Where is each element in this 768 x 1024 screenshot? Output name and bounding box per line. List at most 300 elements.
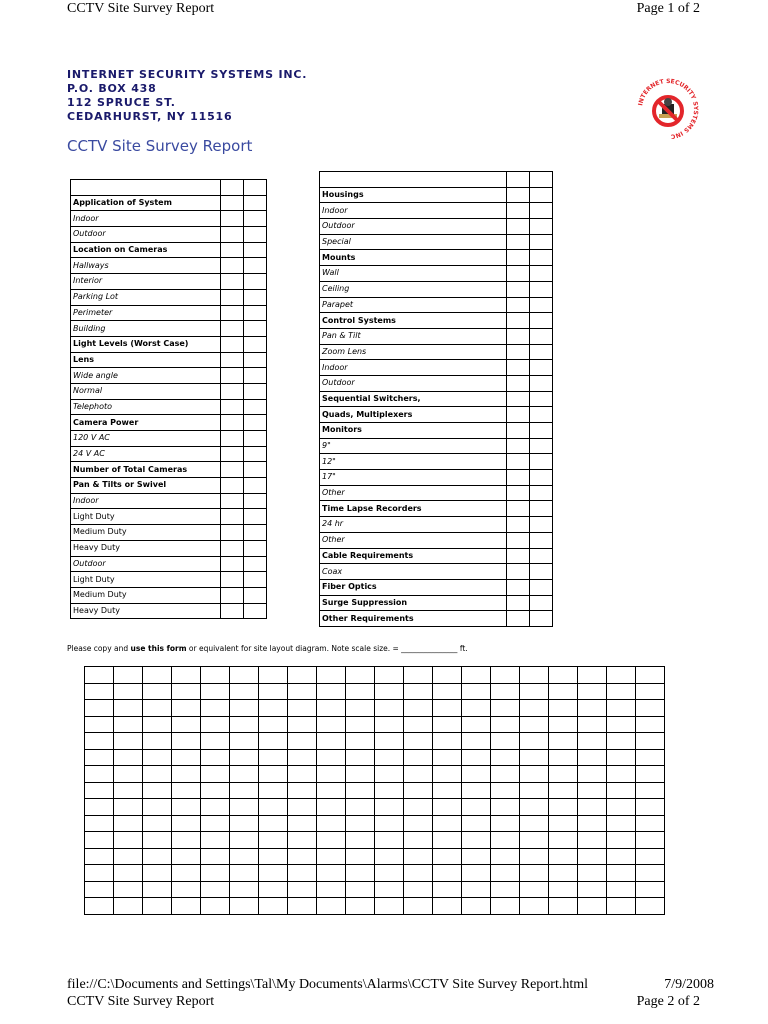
- grid-cell[interactable]: [520, 815, 549, 832]
- grid-cell[interactable]: [607, 848, 636, 865]
- grid-cell[interactable]: [549, 799, 578, 816]
- grid-cell[interactable]: [201, 683, 230, 700]
- grid-cell[interactable]: [85, 848, 114, 865]
- grid-cell[interactable]: [172, 766, 201, 783]
- grid-cell[interactable]: [578, 733, 607, 750]
- grid-cell[interactable]: [549, 865, 578, 882]
- grid-cell[interactable]: [549, 848, 578, 865]
- grid-cell[interactable]: [85, 667, 114, 684]
- grid-cell[interactable]: [433, 766, 462, 783]
- grid-cell[interactable]: [230, 716, 259, 733]
- grid-cell[interactable]: [114, 683, 143, 700]
- left-checklist-checkbox-cell[interactable]: [221, 446, 244, 462]
- grid-cell[interactable]: [404, 733, 433, 750]
- right-checklist-checkbox-cell[interactable]: [507, 313, 530, 329]
- right-checklist-checkbox-cell[interactable]: [530, 564, 553, 580]
- left-checklist-checkbox-cell[interactable]: [221, 587, 244, 603]
- grid-cell[interactable]: [201, 832, 230, 849]
- grid-cell[interactable]: [288, 683, 317, 700]
- grid-cell[interactable]: [375, 782, 404, 799]
- grid-cell[interactable]: [317, 766, 346, 783]
- left-checklist-checkbox-cell[interactable]: [244, 446, 267, 462]
- left-checklist-checkbox-cell[interactable]: [244, 603, 267, 619]
- grid-cell[interactable]: [433, 733, 462, 750]
- grid-cell[interactable]: [346, 749, 375, 766]
- grid-cell[interactable]: [433, 881, 462, 898]
- grid-cell[interactable]: [230, 700, 259, 717]
- left-checklist-checkbox-cell[interactable]: [244, 242, 267, 258]
- grid-cell[interactable]: [259, 782, 288, 799]
- grid-cell[interactable]: [317, 881, 346, 898]
- left-checklist-checkbox-cell[interactable]: [221, 258, 244, 274]
- grid-cell[interactable]: [607, 683, 636, 700]
- grid-cell[interactable]: [288, 667, 317, 684]
- grid-cell[interactable]: [201, 716, 230, 733]
- grid-cell[interactable]: [143, 683, 172, 700]
- right-checklist-checkbox-cell[interactable]: [530, 595, 553, 611]
- grid-cell[interactable]: [201, 667, 230, 684]
- grid-cell[interactable]: [549, 766, 578, 783]
- grid-cell[interactable]: [259, 667, 288, 684]
- grid-cell[interactable]: [404, 848, 433, 865]
- grid-cell[interactable]: [375, 832, 404, 849]
- left-checklist-checkbox-cell[interactable]: [244, 274, 267, 290]
- grid-cell[interactable]: [636, 898, 665, 915]
- right-checklist-checkbox-cell[interactable]: [507, 344, 530, 360]
- grid-cell[interactable]: [462, 700, 491, 717]
- right-checklist-checkbox-cell[interactable]: [530, 611, 553, 627]
- grid-cell[interactable]: [288, 782, 317, 799]
- right-checklist-checkbox-cell[interactable]: [530, 328, 553, 344]
- right-checklist-checkbox-cell[interactable]: [507, 266, 530, 282]
- grid-cell[interactable]: [259, 898, 288, 915]
- grid-cell[interactable]: [549, 782, 578, 799]
- grid-cell[interactable]: [143, 815, 172, 832]
- grid-cell[interactable]: [375, 716, 404, 733]
- grid-cell[interactable]: [549, 881, 578, 898]
- grid-cell[interactable]: [549, 832, 578, 849]
- right-checklist-checkbox-cell[interactable]: [530, 470, 553, 486]
- grid-cell[interactable]: [433, 865, 462, 882]
- grid-cell[interactable]: [230, 766, 259, 783]
- grid-cell[interactable]: [85, 881, 114, 898]
- grid-cell[interactable]: [578, 799, 607, 816]
- grid-cell[interactable]: [288, 700, 317, 717]
- grid-cell[interactable]: [578, 749, 607, 766]
- left-checklist-checkbox-cell[interactable]: [221, 274, 244, 290]
- left-checklist-checkbox-cell[interactable]: [244, 383, 267, 399]
- grid-cell[interactable]: [172, 865, 201, 882]
- grid-cell[interactable]: [636, 815, 665, 832]
- grid-cell[interactable]: [230, 733, 259, 750]
- grid-cell[interactable]: [462, 815, 491, 832]
- grid-cell[interactable]: [607, 749, 636, 766]
- grid-cell[interactable]: [288, 832, 317, 849]
- grid-cell[interactable]: [375, 700, 404, 717]
- grid-cell[interactable]: [143, 865, 172, 882]
- grid-cell[interactable]: [230, 815, 259, 832]
- left-checklist-checkbox-cell[interactable]: [221, 603, 244, 619]
- grid-cell[interactable]: [259, 749, 288, 766]
- grid-cell[interactable]: [230, 865, 259, 882]
- grid-cell[interactable]: [578, 667, 607, 684]
- grid-cell[interactable]: [230, 749, 259, 766]
- right-checklist-checkbox-cell[interactable]: [530, 203, 553, 219]
- grid-cell[interactable]: [462, 683, 491, 700]
- grid-cell[interactable]: [114, 782, 143, 799]
- left-checklist-checkbox-cell[interactable]: [244, 572, 267, 588]
- grid-cell[interactable]: [578, 683, 607, 700]
- left-checklist-checkbox-cell[interactable]: [244, 258, 267, 274]
- right-checklist-checkbox-cell[interactable]: [507, 234, 530, 250]
- grid-cell[interactable]: [491, 815, 520, 832]
- grid-cell[interactable]: [549, 815, 578, 832]
- grid-cell[interactable]: [520, 733, 549, 750]
- grid-cell[interactable]: [317, 865, 346, 882]
- right-checklist-checkbox-cell[interactable]: [530, 234, 553, 250]
- grid-cell[interactable]: [578, 881, 607, 898]
- right-checklist-checkbox-cell[interactable]: [530, 532, 553, 548]
- grid-cell[interactable]: [317, 832, 346, 849]
- grid-cell[interactable]: [259, 815, 288, 832]
- grid-cell[interactable]: [346, 667, 375, 684]
- grid-cell[interactable]: [491, 865, 520, 882]
- grid-cell[interactable]: [114, 716, 143, 733]
- grid-cell[interactable]: [404, 832, 433, 849]
- grid-cell[interactable]: [491, 898, 520, 915]
- grid-cell[interactable]: [404, 700, 433, 717]
- grid-cell[interactable]: [520, 749, 549, 766]
- grid-cell[interactable]: [317, 898, 346, 915]
- grid-cell[interactable]: [346, 782, 375, 799]
- grid-cell[interactable]: [201, 815, 230, 832]
- grid-cell[interactable]: [143, 667, 172, 684]
- grid-cell[interactable]: [230, 667, 259, 684]
- left-checklist-checkbox-cell[interactable]: [244, 478, 267, 494]
- grid-cell[interactable]: [462, 782, 491, 799]
- grid-cell[interactable]: [172, 832, 201, 849]
- right-checklist-checkbox-cell[interactable]: [530, 517, 553, 533]
- left-checklist-checkbox-cell[interactable]: [221, 368, 244, 384]
- grid-cell[interactable]: [636, 782, 665, 799]
- left-checklist-checkbox-cell[interactable]: [244, 211, 267, 227]
- left-checklist-checkbox-cell[interactable]: [221, 242, 244, 258]
- grid-cell[interactable]: [636, 766, 665, 783]
- grid-cell[interactable]: [143, 881, 172, 898]
- grid-cell[interactable]: [259, 700, 288, 717]
- grid-cell[interactable]: [114, 832, 143, 849]
- right-checklist-checkbox-cell[interactable]: [507, 423, 530, 439]
- grid-cell[interactable]: [259, 766, 288, 783]
- grid-cell[interactable]: [433, 716, 462, 733]
- right-checklist-checkbox-cell[interactable]: [530, 344, 553, 360]
- grid-cell[interactable]: [491, 782, 520, 799]
- right-checklist-checkbox-cell[interactable]: [507, 219, 530, 235]
- grid-cell[interactable]: [636, 799, 665, 816]
- grid-cell[interactable]: [230, 881, 259, 898]
- right-checklist-checkbox-cell[interactable]: [530, 375, 553, 391]
- grid-cell[interactable]: [578, 832, 607, 849]
- grid-cell[interactable]: [114, 799, 143, 816]
- grid-cell[interactable]: [607, 799, 636, 816]
- left-checklist-checkbox-cell[interactable]: [221, 556, 244, 572]
- right-checklist-checkbox-cell[interactable]: [507, 579, 530, 595]
- grid-cell[interactable]: [433, 683, 462, 700]
- grid-cell[interactable]: [201, 848, 230, 865]
- grid-cell[interactable]: [404, 766, 433, 783]
- grid-cell[interactable]: [462, 799, 491, 816]
- grid-cell[interactable]: [404, 898, 433, 915]
- grid-cell[interactable]: [404, 881, 433, 898]
- grid-cell[interactable]: [462, 667, 491, 684]
- grid-cell[interactable]: [346, 815, 375, 832]
- left-checklist-checkbox-cell[interactable]: [244, 399, 267, 415]
- right-checklist-checkbox-cell[interactable]: [530, 313, 553, 329]
- left-checklist-checkbox-cell[interactable]: [244, 321, 267, 337]
- left-checklist-checkbox-cell[interactable]: [244, 493, 267, 509]
- grid-cell[interactable]: [404, 815, 433, 832]
- right-checklist-checkbox-cell[interactable]: [507, 187, 530, 203]
- grid-cell[interactable]: [549, 749, 578, 766]
- grid-cell[interactable]: [172, 848, 201, 865]
- grid-cell[interactable]: [288, 848, 317, 865]
- grid-cell[interactable]: [404, 749, 433, 766]
- right-checklist-checkbox-cell[interactable]: [530, 187, 553, 203]
- grid-cell[interactable]: [404, 782, 433, 799]
- grid-cell[interactable]: [85, 716, 114, 733]
- grid-cell[interactable]: [143, 799, 172, 816]
- grid-cell[interactable]: [172, 898, 201, 915]
- grid-cell[interactable]: [491, 667, 520, 684]
- right-checklist-checkbox-cell[interactable]: [507, 564, 530, 580]
- right-checklist-checkbox-cell[interactable]: [530, 501, 553, 517]
- right-checklist-checkbox-cell[interactable]: [507, 203, 530, 219]
- grid-cell[interactable]: [172, 782, 201, 799]
- grid-cell[interactable]: [346, 733, 375, 750]
- right-checklist-checkbox-cell[interactable]: [530, 438, 553, 454]
- grid-cell[interactable]: [143, 733, 172, 750]
- grid-cell[interactable]: [288, 716, 317, 733]
- grid-cell[interactable]: [259, 848, 288, 865]
- grid-cell[interactable]: [201, 898, 230, 915]
- grid-cell[interactable]: [636, 667, 665, 684]
- grid-cell[interactable]: [259, 832, 288, 849]
- left-checklist-checkbox-cell[interactable]: [221, 321, 244, 337]
- right-checklist-checkbox-cell[interactable]: [507, 407, 530, 423]
- grid-cell[interactable]: [143, 832, 172, 849]
- right-checklist-checkbox-cell[interactable]: [530, 250, 553, 266]
- right-checklist-checkbox-cell[interactable]: [507, 548, 530, 564]
- grid-cell[interactable]: [607, 733, 636, 750]
- grid-cell[interactable]: [549, 683, 578, 700]
- right-checklist-checkbox-cell[interactable]: [507, 485, 530, 501]
- grid-cell[interactable]: [433, 667, 462, 684]
- grid-cell[interactable]: [346, 865, 375, 882]
- grid-cell[interactable]: [491, 683, 520, 700]
- grid-cell[interactable]: [549, 700, 578, 717]
- grid-cell[interactable]: [491, 749, 520, 766]
- grid-cell[interactable]: [375, 898, 404, 915]
- grid-cell[interactable]: [114, 667, 143, 684]
- grid-cell[interactable]: [520, 667, 549, 684]
- grid-cell[interactable]: [607, 881, 636, 898]
- grid-cell[interactable]: [607, 865, 636, 882]
- grid-cell[interactable]: [346, 799, 375, 816]
- right-checklist-checkbox-cell[interactable]: [530, 281, 553, 297]
- grid-cell[interactable]: [288, 881, 317, 898]
- grid-cell[interactable]: [462, 716, 491, 733]
- grid-cell[interactable]: [462, 733, 491, 750]
- grid-cell[interactable]: [607, 815, 636, 832]
- grid-cell[interactable]: [578, 782, 607, 799]
- grid-cell[interactable]: [607, 700, 636, 717]
- grid-cell[interactable]: [491, 832, 520, 849]
- left-checklist-checkbox-cell[interactable]: [221, 431, 244, 447]
- grid-cell[interactable]: [85, 815, 114, 832]
- left-checklist-checkbox-cell[interactable]: [221, 493, 244, 509]
- grid-cell[interactable]: [230, 782, 259, 799]
- right-checklist-checkbox-cell[interactable]: [530, 423, 553, 439]
- right-checklist-checkbox-cell[interactable]: [530, 485, 553, 501]
- grid-cell[interactable]: [172, 683, 201, 700]
- grid-cell[interactable]: [201, 749, 230, 766]
- grid-cell[interactable]: [85, 749, 114, 766]
- grid-cell[interactable]: [491, 881, 520, 898]
- grid-cell[interactable]: [578, 865, 607, 882]
- right-checklist-checkbox-cell[interactable]: [507, 532, 530, 548]
- grid-cell[interactable]: [172, 700, 201, 717]
- right-checklist-checkbox-cell[interactable]: [530, 360, 553, 376]
- left-checklist-checkbox-cell[interactable]: [244, 525, 267, 541]
- grid-cell[interactable]: [491, 848, 520, 865]
- right-checklist-checkbox-cell[interactable]: [507, 454, 530, 470]
- right-checklist-checkbox-cell[interactable]: [530, 407, 553, 423]
- grid-cell[interactable]: [375, 766, 404, 783]
- grid-cell[interactable]: [143, 782, 172, 799]
- grid-cell[interactable]: [462, 749, 491, 766]
- left-checklist-checkbox-cell[interactable]: [221, 462, 244, 478]
- grid-cell[interactable]: [317, 683, 346, 700]
- grid-cell[interactable]: [259, 865, 288, 882]
- grid-cell[interactable]: [433, 898, 462, 915]
- grid-cell[interactable]: [114, 733, 143, 750]
- right-checklist-checkbox-cell[interactable]: [530, 391, 553, 407]
- grid-cell[interactable]: [375, 815, 404, 832]
- grid-cell[interactable]: [578, 700, 607, 717]
- grid-cell[interactable]: [317, 749, 346, 766]
- grid-cell[interactable]: [491, 716, 520, 733]
- grid-cell[interactable]: [288, 898, 317, 915]
- right-checklist-checkbox-cell[interactable]: [507, 611, 530, 627]
- grid-cell[interactable]: [346, 683, 375, 700]
- left-checklist-checkbox-cell[interactable]: [221, 525, 244, 541]
- grid-cell[interactable]: [317, 716, 346, 733]
- grid-cell[interactable]: [172, 815, 201, 832]
- grid-cell[interactable]: [578, 716, 607, 733]
- grid-cell[interactable]: [375, 749, 404, 766]
- right-checklist-checkbox-cell[interactable]: [530, 454, 553, 470]
- left-checklist-checkbox-cell[interactable]: [221, 289, 244, 305]
- grid-cell[interactable]: [346, 881, 375, 898]
- right-checklist-checkbox-cell[interactable]: [530, 297, 553, 313]
- left-checklist-checkbox-cell[interactable]: [221, 195, 244, 211]
- left-checklist-checkbox-cell[interactable]: [221, 399, 244, 415]
- grid-cell[interactable]: [317, 799, 346, 816]
- grid-cell[interactable]: [201, 782, 230, 799]
- grid-cell[interactable]: [520, 683, 549, 700]
- left-checklist-checkbox-cell[interactable]: [244, 587, 267, 603]
- right-checklist-checkbox-cell[interactable]: [530, 266, 553, 282]
- grid-cell[interactable]: [404, 799, 433, 816]
- grid-cell[interactable]: [346, 848, 375, 865]
- right-checklist-checkbox-cell[interactable]: [530, 219, 553, 235]
- grid-cell[interactable]: [85, 898, 114, 915]
- grid-cell[interactable]: [114, 881, 143, 898]
- grid-cell[interactable]: [433, 782, 462, 799]
- grid-cell[interactable]: [433, 832, 462, 849]
- grid-cell[interactable]: [375, 865, 404, 882]
- grid-cell[interactable]: [607, 716, 636, 733]
- grid-cell[interactable]: [230, 898, 259, 915]
- grid-cell[interactable]: [433, 749, 462, 766]
- grid-cell[interactable]: [578, 848, 607, 865]
- grid-cell[interactable]: [143, 700, 172, 717]
- grid-cell[interactable]: [578, 766, 607, 783]
- grid-cell[interactable]: [636, 865, 665, 882]
- grid-cell[interactable]: [520, 766, 549, 783]
- grid-cell[interactable]: [317, 667, 346, 684]
- grid-cell[interactable]: [549, 733, 578, 750]
- grid-cell[interactable]: [172, 881, 201, 898]
- grid-cell[interactable]: [549, 898, 578, 915]
- left-checklist-checkbox-cell[interactable]: [244, 509, 267, 525]
- grid-cell[interactable]: [230, 848, 259, 865]
- grid-cell[interactable]: [636, 848, 665, 865]
- grid-cell[interactable]: [491, 799, 520, 816]
- grid-cell[interactable]: [462, 865, 491, 882]
- left-checklist-checkbox-cell[interactable]: [221, 415, 244, 431]
- grid-cell[interactable]: [636, 881, 665, 898]
- grid-cell[interactable]: [520, 865, 549, 882]
- left-checklist-checkbox-cell[interactable]: [244, 556, 267, 572]
- grid-cell[interactable]: [172, 733, 201, 750]
- left-checklist-checkbox-cell[interactable]: [244, 431, 267, 447]
- grid-cell[interactable]: [114, 815, 143, 832]
- grid-cell[interactable]: [462, 881, 491, 898]
- grid-cell[interactable]: [288, 766, 317, 783]
- grid-cell[interactable]: [636, 832, 665, 849]
- left-checklist-checkbox-cell[interactable]: [244, 305, 267, 321]
- grid-cell[interactable]: [549, 667, 578, 684]
- grid-cell[interactable]: [259, 881, 288, 898]
- right-checklist-checkbox-cell[interactable]: [530, 172, 553, 188]
- right-checklist-checkbox-cell[interactable]: [507, 360, 530, 376]
- right-checklist-checkbox-cell[interactable]: [507, 328, 530, 344]
- left-checklist-checkbox-cell[interactable]: [221, 383, 244, 399]
- grid-cell[interactable]: [520, 898, 549, 915]
- grid-cell[interactable]: [346, 716, 375, 733]
- right-checklist-checkbox-cell[interactable]: [507, 250, 530, 266]
- left-checklist-checkbox-cell[interactable]: [221, 305, 244, 321]
- right-checklist-checkbox-cell[interactable]: [507, 470, 530, 486]
- grid-cell[interactable]: [172, 799, 201, 816]
- left-checklist-checkbox-cell[interactable]: [221, 352, 244, 368]
- right-checklist-checkbox-cell[interactable]: [507, 172, 530, 188]
- grid-cell[interactable]: [143, 898, 172, 915]
- right-checklist-checkbox-cell[interactable]: [530, 548, 553, 564]
- grid-cell[interactable]: [317, 848, 346, 865]
- grid-cell[interactable]: [346, 766, 375, 783]
